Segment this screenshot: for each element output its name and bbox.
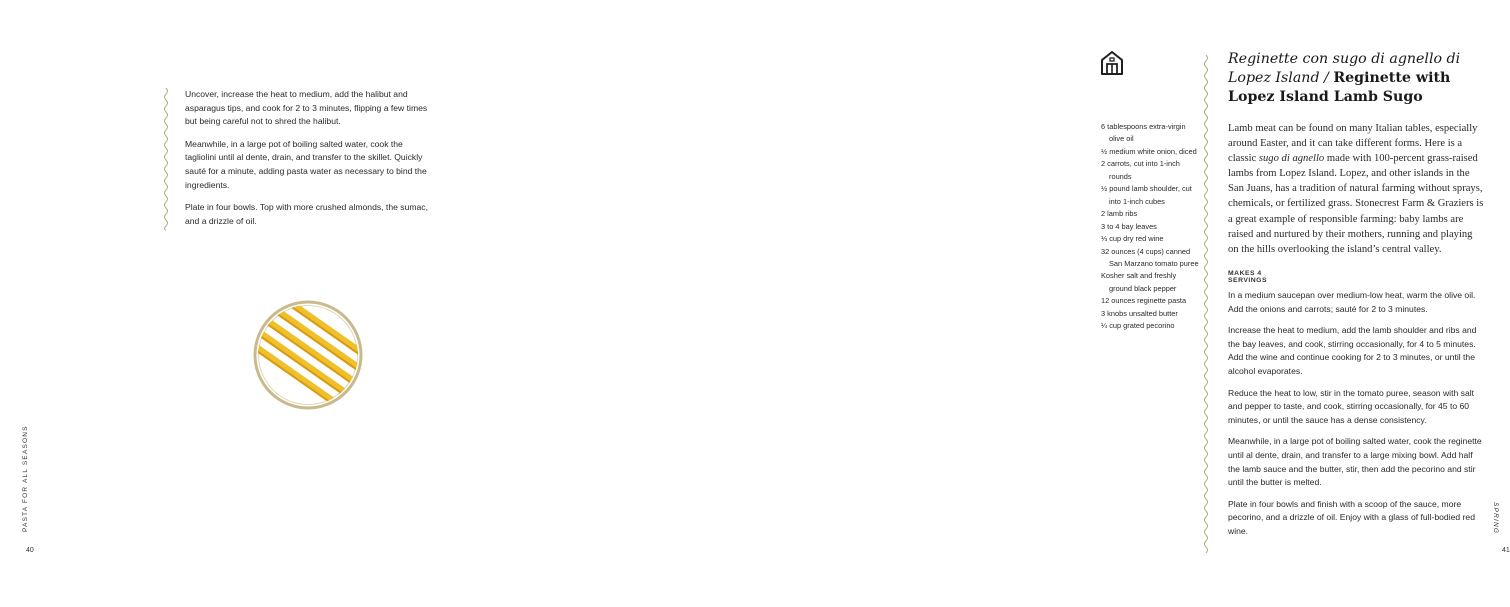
ingredient: 2 carrots, cut into 1-inch rounds (1101, 159, 1180, 181)
barn-icon (1100, 50, 1124, 76)
recipe-title-italian: Reginette con sugo di agnello di Lopez Island (1228, 51, 1461, 86)
left-page (0, 0, 512, 607)
method-step: Meanwhile, in a large pot of boiling salted water, cook the reginette until al dente, drain, and transfer to a large mixing bowl. Add half the lamb sauce and the butter, stir, then add the pecorino and stir until the butter is melted. (1228, 436, 1482, 488)
method-step: Reduce the heat to low, stir in the tomato puree, season with salt and pepper to taste, and cook, stirring occasionally, for 45 to 60 minutes, or until the sauce has a dense consistency. (1228, 387, 1475, 425)
ingredient: ½ medium white onion, diced (1101, 146, 1197, 156)
servings-label: MAKES 4 SERVINGS (1228, 270, 1268, 284)
wavy-rule-right (1203, 55, 1209, 555)
ingredient: 2 lamb ribs (1101, 209, 1138, 219)
ingredient: ½ pound lamb shoulder, cut into 1-inch cubes (1101, 184, 1192, 206)
ingredients-list (1101, 121, 1201, 333)
right-page (512, 0, 1510, 607)
wavy-rule-left (163, 88, 169, 230)
left-paragraph: Uncover, increase the heat to medium, add the halibut and asparagus tips, and cook for 2 to 3 minutes, flipping a few times but being careful not to shred the halibut. (185, 89, 428, 127)
intro-text-continued: made with 100-percent grass-raised lambs from Lopez Island. Lopez, and other islands in the San Juans, has a tradition of natural farming without sprays, chemicals, or fertilized grass. Stonecrest Farm & Graziers is a great example of responsible farming: baby lambs are raised and nurtured by their mothers, running and playing on the hills overlooking the island’s central valley. (1228, 153, 1484, 255)
method-steps (1228, 289, 1486, 547)
recipe-title-separator: / (1319, 70, 1334, 86)
page-number: 41 (1502, 547, 1510, 554)
left-paragraph: Meanwhile, in a large pot of boiling salted water, cook the tagliolini until al dente, drain, and transfer to the skillet. Quickly sauté for a minute, adding pasta water as necessary to bind the ingredients. (185, 138, 427, 190)
recipe-title (1228, 50, 1478, 107)
page-number: 40 (26, 547, 34, 554)
ingredient: 3 to 4 bay leaves (1101, 221, 1157, 231)
ingredient: Kosher salt and freshly ground black pepper (1101, 271, 1177, 293)
intro-text: Lamb meat can be found on many Italian tables, especially around Easter, and it can take different forms. Here is a classic (1228, 123, 1478, 165)
ingredient: ¼ cup grated pecorino (1101, 321, 1175, 331)
ingredient: ⅓ cup dry red wine (1101, 234, 1164, 244)
method-step: In a medium saucepan over medium-low heat, warm the olive oil. Add the onions and carrots; sauté for 2 to 3 minutes. (1228, 290, 1476, 314)
method-step: Plate in four bowls and finish with a scoop of the sauce, more pecorino, and a drizzle of oil. Enjoy with a glass of full-bodied red wine. (1228, 498, 1475, 536)
left-method-text (185, 88, 435, 237)
method-step: Increase the heat to medium, add the lamb shoulder and ribs and the bay leaves, and cook, stirring occasionally, for 4 to 5 minutes. Add the wine and continue cooking for 2 to 3 minutes, or until the alcohol evaporates. (1228, 325, 1477, 376)
ingredient: 6 tablespoons extra-virgin olive oil (1101, 122, 1186, 144)
reginette-pasta-illustration (252, 299, 364, 411)
ingredient: 3 knobs unsalted butter (1101, 308, 1178, 318)
intro-italic-term: sugo di agnello (1258, 153, 1325, 165)
ingredient: 12 ounces reginette pasta (1101, 296, 1187, 306)
recipe-intro (1228, 121, 1484, 257)
running-head: SPRING (1492, 502, 1499, 535)
running-head: PASTA FOR ALL SEASONS (22, 425, 29, 532)
ingredient: 32 ounces (4 cups) canned San Marzano tomato puree (1101, 246, 1199, 268)
recipe-title-english: Reginette with Lopez Island Lamb Sugo (1228, 70, 1451, 105)
left-paragraph: Plate in four bowls. Top with more crushed almonds, the sumac, and a drizzle of oil. (185, 202, 428, 226)
